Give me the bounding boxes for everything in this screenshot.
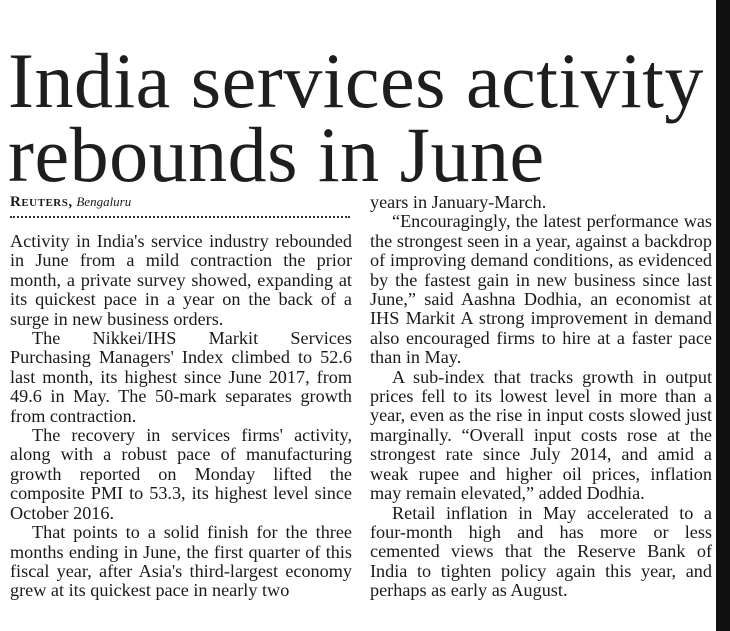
paragraph: The Nikkei/IHS Markit Services Purchasing Managers' Index climbed to 52.6 last month, its highest since June 2017, from 49.6 in May. The 50-mark separates growth from contraction. <box>10 328 352 426</box>
paragraph: That points to a solid finish for the three months ending in June, the first quarter of this fiscal year, after Asia's third-largest economy grew at its quickest pace in nearly two <box>10 522 352 601</box>
byline-divider <box>10 216 350 218</box>
byline <box>10 194 131 211</box>
paragraph: Retail inflation in May accelerated to a four-month high and has more or less cemented views that the Reserve Bank of India to tighten policy again this year, and perhaps as early as August. <box>370 502 712 601</box>
paragraph: Activity in India's service industry rebounded in June from a mild contraction the prior month, a private survey showed, expanding at its quickest pace in a year on the back of a surge in new business orders. <box>10 231 352 329</box>
paragraph: years in January-March. <box>370 192 547 212</box>
paragraph: “Encouragingly, the latest performance was the strongest seen in a year, against a backdrop of improving demand conditions, as evidenced by the fastest gain in new business since last June,” said Aashna Dodhia, an economist at IHS Markit A strong improvement in demand also encouraged firms to hire at a faster pace than in May. <box>370 211 712 368</box>
article-column-right <box>370 193 712 601</box>
paragraph: A sub-index that tracks growth in output prices fell to its lowest level in more than a year, even as the rise in input costs slowed just marginally. “Overall input costs rose at the strongest rate since July 2014, and amid a weak rupee and higher oil prices, inflation may remain elevated,” added Dodhia. <box>370 366 712 504</box>
byline-agency: Reuters, <box>10 194 73 210</box>
page-edge-bar <box>716 0 730 631</box>
headline: India services activity rebounds in June <box>8 37 704 198</box>
article-column-left <box>10 232 352 601</box>
byline-location: Bengaluru <box>76 194 132 209</box>
paragraph: The recovery in services firms' activity, along with a robust pace of manufacturing growth reported on Monday lifted the composite PMI to 53.3, its highest level since October 2016. <box>10 425 352 523</box>
